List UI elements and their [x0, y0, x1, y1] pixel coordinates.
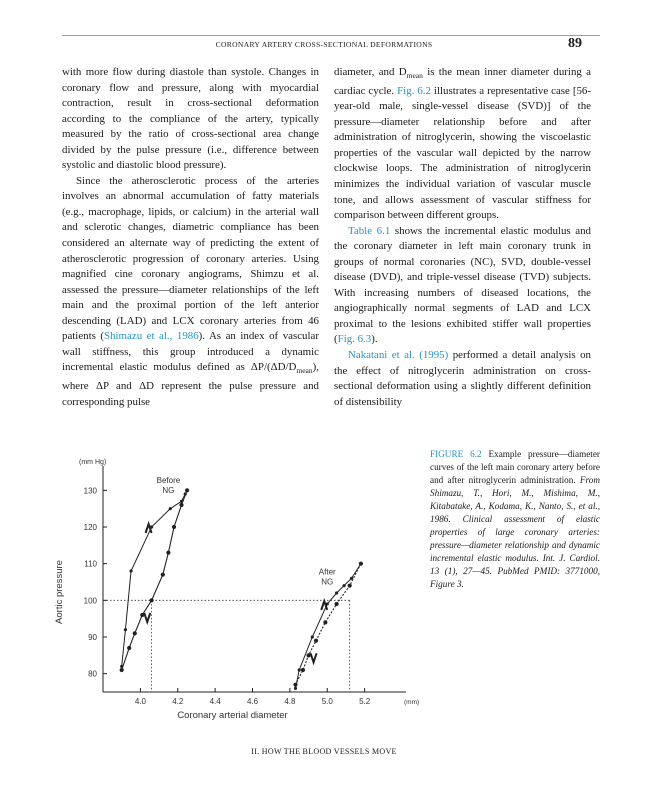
before-ng-point [161, 573, 165, 577]
before-ng-arrow-up [146, 524, 152, 533]
ref-nakatani-1995[interactable]: Nakatani et al. (1995) [348, 349, 449, 362]
left-column [62, 65, 319, 410]
before-ng-point [124, 628, 127, 631]
before-ng-point [179, 503, 183, 507]
x-axis-label: Coronary arterial diameter [177, 710, 288, 721]
after-ng-point [323, 620, 327, 624]
before-ng-point [184, 492, 187, 495]
after-ng-point [335, 591, 338, 594]
caption-source: From Shimazu, T., Hori, M., Mishima, M., Kitabatake, A., Kodama, K., Nanto, S., et al., 1986. Clinical assessment of elastic properties of large coronary arteries: pressure—diameter relationship and dynamic incremental elastic modulus. Int. J. Cardiol. 13 (1), 27—45. PubMed PMID: 3771000, Figure 3. [430, 475, 600, 589]
y-axis-unit: (mm Hg) [79, 459, 107, 466]
y-axis-label: Aortic pressure [54, 560, 65, 624]
before-ng-lower-curve [122, 490, 187, 670]
before-ng-point [166, 551, 170, 555]
before-ng-point [149, 598, 153, 602]
x-axis-unit: (mm) [404, 699, 420, 706]
figure-6-2-chart [50, 452, 420, 727]
ref-fig-6-3[interactable]: Fig. 6.3 [337, 333, 372, 346]
caption-label: FIGURE 6.2 [430, 449, 482, 459]
after-ng-point [359, 562, 363, 566]
x-tick-label: 4.4 [209, 697, 221, 706]
before-ng-point [120, 668, 124, 672]
x-tick-label: 4.6 [246, 697, 259, 706]
before-ng-point [172, 525, 176, 529]
header-rule [62, 35, 600, 36]
after-ng-point [311, 635, 314, 638]
y-tick-label: 110 [84, 559, 97, 569]
after-ng-point [334, 602, 338, 606]
y-tick-label: 120 [83, 523, 97, 532]
after-ng-arrow-up [321, 601, 327, 610]
page-footer: II. HOW THE BLOOD VESSELS MOVE [251, 747, 397, 756]
right-paragraph-1: diameter, and $D_{mean}$ is the mean inner diameter during a cardiac cycle. Fig. 6.2 illustrates a representative case [56-year-old male, single-vessel disease (SVD)] of the pressure—diameter relationship before and after administration of nitroglycerin, showing the viscoelastic properties of the vascular wall depicted by the narrow clockwise loops. The administration of nitroglycerin minimizes the individual variation of vascular muscle tone, and allows assessment of vascular stiffness for comparison between different groups. [334, 66, 592, 222]
before-ng-point [169, 507, 172, 510]
before-ng-point [185, 488, 189, 492]
y-tick-label: 90 [88, 633, 97, 642]
after-ng-point [293, 683, 297, 687]
x-tick-label: 5.2 [359, 697, 371, 706]
caption-title: Example pressure—diameter curves of the left main coronary artery before and after nitroglycerin administration. [430, 449, 600, 485]
before-ng-label-line2: NG [162, 486, 175, 495]
right-paragraph-3: Nakatani et al. (1995) performed a detail analysis on the effect of nitroglycerin administration on cross-sectional deformation using a slightly different definition of distensibility [334, 349, 592, 408]
before-ng-point [133, 631, 137, 635]
x-tick-label: 4.2 [172, 697, 184, 706]
after-ng-label-line2: NG [321, 577, 334, 587]
ref-fig-6-2[interactable]: Fig. 6.2 [397, 84, 431, 97]
after-ng-arrow-down [311, 653, 317, 662]
x-tick-label: 4.8 [284, 697, 296, 706]
y-tick-label: 130 [83, 486, 97, 496]
before-ng-point [129, 569, 132, 572]
before-ng-label-line1: Before [156, 476, 181, 485]
x-tick-label: 5.0 [321, 697, 333, 706]
before-ng-point [180, 500, 183, 503]
x-tick-label: 4.0 [134, 697, 146, 706]
before-ng-point [120, 665, 123, 668]
after-ng-point [314, 639, 318, 643]
after-ng-point [350, 577, 353, 580]
right-paragraph-2: Table 6.1 shows the incremental elastic modulus and the coronary diameter in left main coronary trunk in groups of normal coronaries (NC), SVD, double-vessel disease (DVD), and triple-vessel disease (TVD) subjects. With increasing numbers of diseased locations, the angiographically normal segments of LAD and LCX proximal to the lesions exhibited stiffer wall properties (Fig. 6.3). [334, 224, 591, 346]
after-ng-point [301, 668, 305, 672]
page-number: 89 [568, 36, 582, 51]
running-head: CORONARY ARTERY CROSS-SECTIONAL DEFORMATIONS [215, 40, 433, 49]
left-paragraph-2: Since the atherosclerotic process of the arteries involves an abnormal accumulation of fatty materials (e.g., macrophage, lipids, or calcium) in the arterial wall and sclerotic changes, diametric compliance has been considered an alternate way of predicting the extent of atherosclerotic progression of coronary arteries. Using magnified cine coronary angiograms, Shimzu et al. assessed the pressure—diameter relationships of the left main and the proximal portion of the left anterior descending (LAD) and LCX coronary arteries from 46 patients (Shimazu et al., 1986). As an index of vascular wall stiffness, this group introduced a dynamic incremental elastic modulus defined as $\Delta P/(\Delta D/D_{mean})$, where ΔP and ΔD represent the pulse pressure and corresponding pulse [62, 174, 319, 408]
after-ng-point [348, 584, 352, 588]
after-ng-point [342, 584, 345, 587]
after-ng-point [298, 668, 301, 671]
after-ng-label-line1: After [318, 567, 336, 577]
after-ng-point [294, 687, 297, 690]
ref-table-6-1[interactable]: Table 6.1 [348, 224, 391, 237]
left-paragraph-1: with more flow during diastole than systole. Changes in coronary flow and pressure, along with myocardial contraction, result in cross-sectional deformation according to the compliance of the artery, typically measured by the ratio of cross-sectional area change divided by the pulse pressure (i.e., difference between systolic and diastolic blood pressure). [62, 66, 319, 172]
before-ng-arrow-down [144, 613, 150, 622]
y-tick-label: 100 [83, 596, 97, 606]
y-tick-label: 80 [88, 669, 97, 679]
right-column [334, 65, 591, 410]
ref-shimazu-1986[interactable]: Shimazu et al., 1986 [104, 330, 199, 343]
before-ng-point [127, 646, 131, 650]
figure-caption [430, 448, 600, 591]
pressure-diameter-chart [50, 452, 420, 727]
